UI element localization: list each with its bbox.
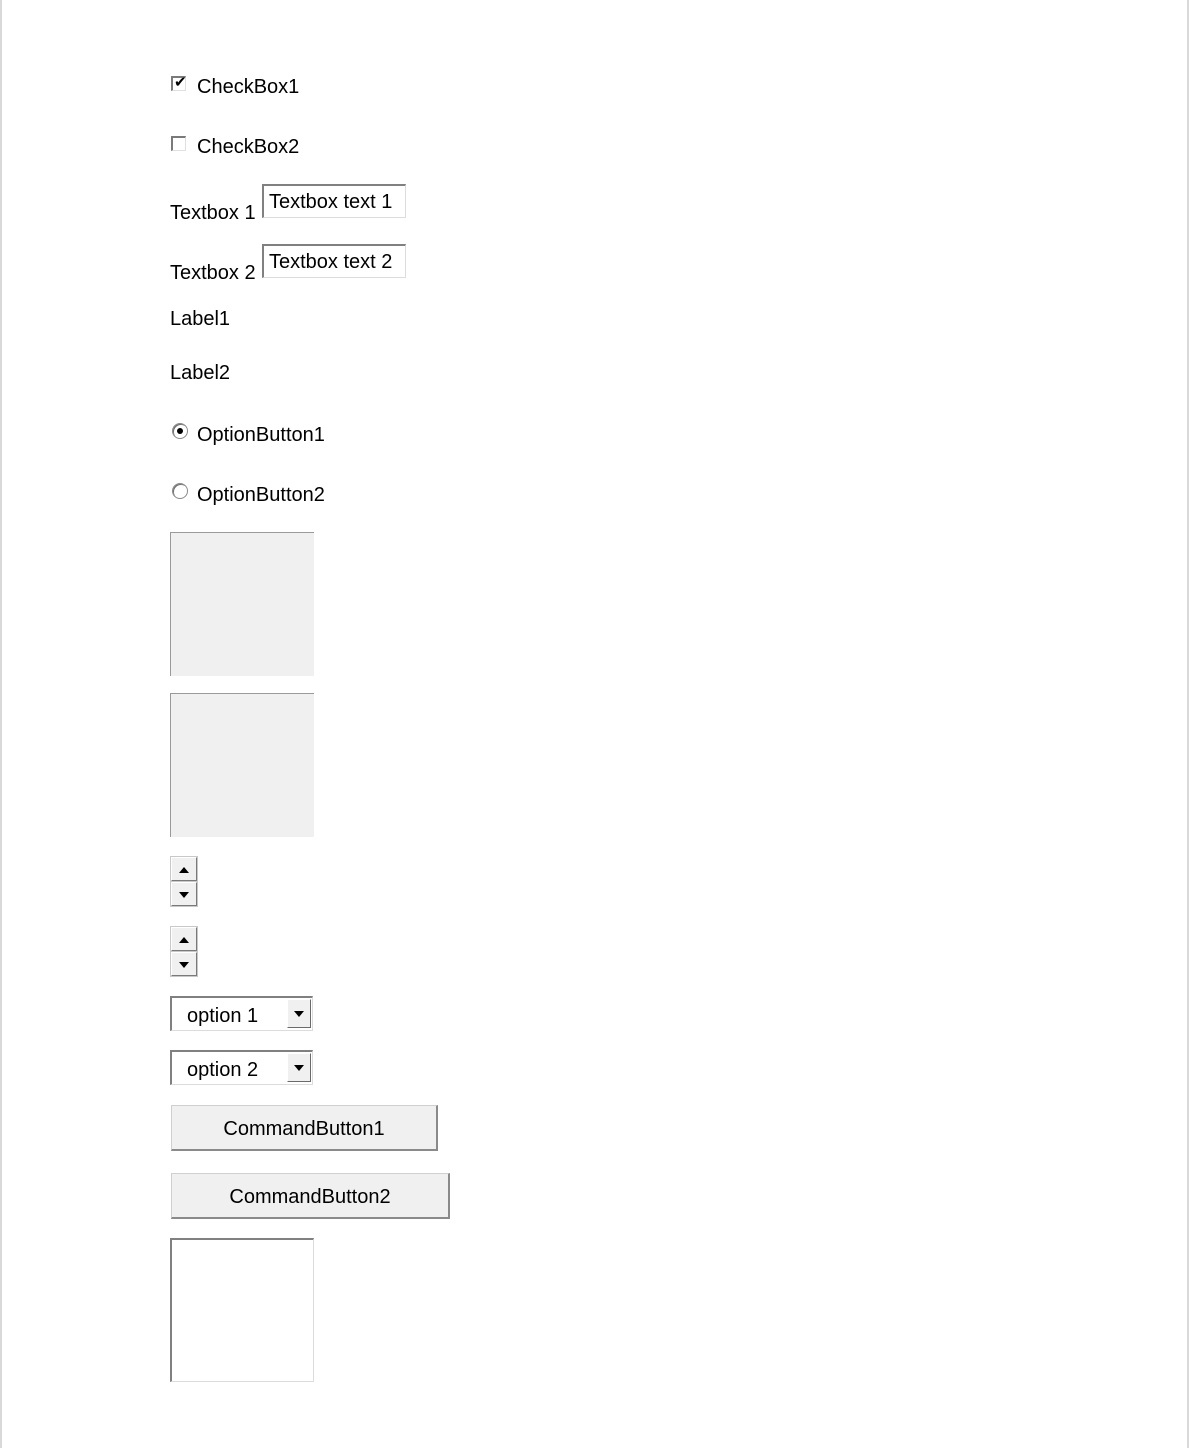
textbox-1-input[interactable]: Textbox text 1 [262, 184, 406, 218]
checkbox-2-box[interactable] [171, 136, 186, 151]
checkbox-1[interactable] [171, 74, 311, 102]
textbox-2-label: Textbox 2 [170, 262, 256, 284]
option-button-1-circle[interactable] [172, 423, 188, 439]
triangle-down-icon [179, 892, 189, 898]
checkbox-2-label: CheckBox2 [197, 136, 300, 158]
page-left-border [0, 0, 2, 1448]
option-button-2-circle[interactable] [172, 483, 188, 499]
radio-dot-icon [177, 428, 183, 434]
option-button-1-label: OptionButton1 [197, 424, 325, 446]
chevron-down-icon [294, 1011, 304, 1017]
page-right-border [1187, 0, 1189, 1448]
chevron-down-icon [294, 1065, 304, 1071]
list-box-2[interactable] [170, 693, 314, 837]
checkbox-1-label: CheckBox1 [197, 76, 300, 98]
combo-box-2-dropdown-button[interactable] [287, 1053, 311, 1082]
checkbox-1-box[interactable] [171, 73, 187, 91]
triangle-up-icon [179, 867, 189, 873]
command-button-2[interactable]: CommandButton2 [171, 1173, 450, 1219]
spin-button-2[interactable] [171, 927, 197, 977]
combo-box-2-value: option 2 [187, 1059, 259, 1081]
textbox-1-label: Textbox 1 [170, 202, 256, 224]
check-icon: ✔ [174, 73, 187, 91]
combo-box-1-value: option 1 [187, 1005, 259, 1027]
combo-box-1[interactable] [170, 996, 313, 1031]
spin-button-1-up[interactable] [171, 857, 197, 881]
triangle-down-icon [179, 962, 189, 968]
option-button-2[interactable] [172, 482, 342, 510]
command-button-1[interactable]: CommandButton1 [171, 1105, 438, 1151]
option-button-1[interactable] [172, 422, 342, 450]
label-2: Label2 [170, 362, 231, 384]
option-button-2-label: OptionButton2 [197, 484, 325, 506]
combo-box-2[interactable] [170, 1050, 313, 1085]
checkbox-2[interactable] [171, 134, 311, 162]
triangle-up-icon [179, 937, 189, 943]
label-1: Label1 [170, 308, 231, 330]
textbox-2-input[interactable]: Textbox text 2 [262, 244, 406, 278]
image-box [170, 1238, 314, 1382]
list-box-1[interactable] [170, 532, 314, 676]
spin-button-1-down[interactable] [171, 882, 197, 906]
spin-button-2-up[interactable] [171, 927, 197, 951]
combo-box-1-dropdown-button[interactable] [287, 999, 311, 1028]
spin-button-2-down[interactable] [171, 952, 197, 976]
spin-button-1[interactable] [171, 857, 197, 907]
